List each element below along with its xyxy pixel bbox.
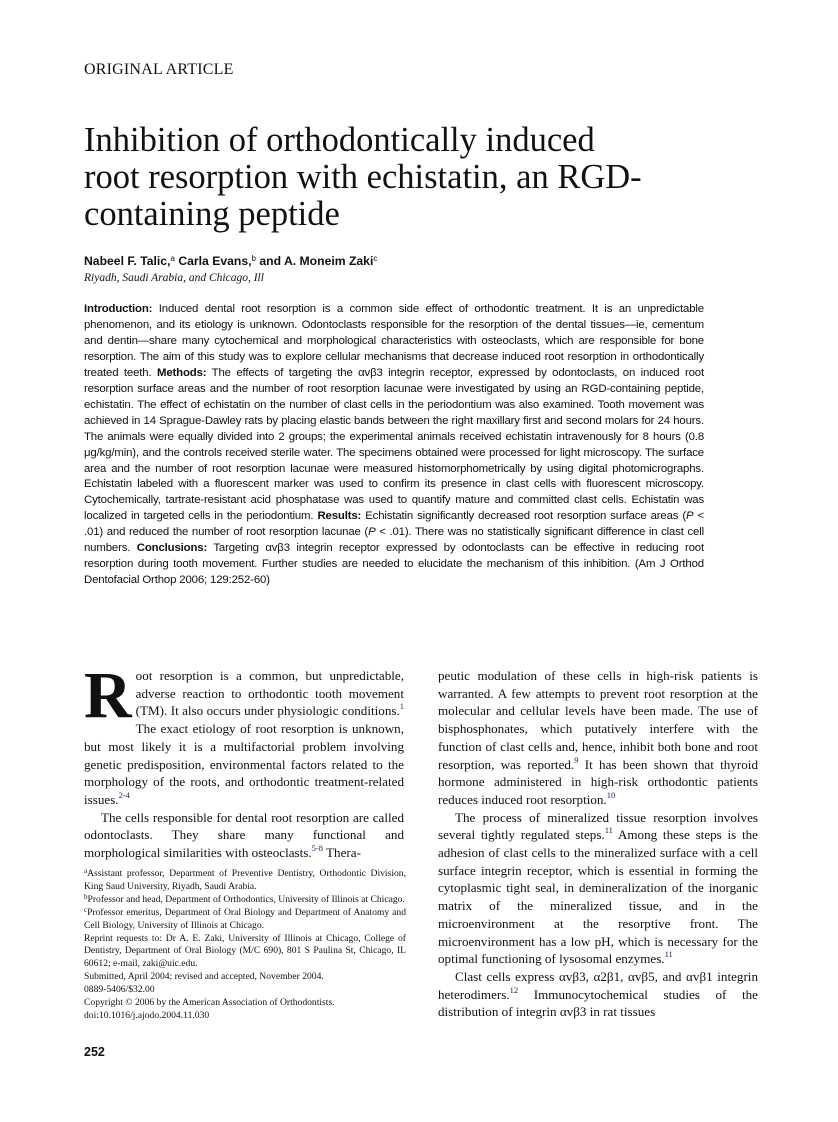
abstract-results-label: Results: [317, 510, 362, 523]
footnote-mark: b [84, 892, 88, 901]
footnote-mark: c [84, 905, 88, 914]
footnotes [84, 868, 406, 1023]
abstract [84, 302, 704, 589]
abstract-conclusions-text: Targeting αvβ3 integrin receptor expressed by odontoclasts can be effective in reducing root resorption during tooth movement. Further studies are needed to elucidate the mechanism of this inhibition. (Am J Orthod Dentofacial Orthop 2006; 129:252-60) [84, 542, 704, 587]
footnote-text: Professor and head, Department of Orthodontics, University of Illinois at Chicago. [87, 893, 405, 905]
abstract-results-text: < .01) and reduced the number of root resorption lacunae ( [84, 510, 704, 539]
paragraph-text: Among these steps is the adhesion of clast cells to the mineralized surface with a cell surface integrin receptor, which is essential in forming the cytoplasmic tight seal, in demineralization of the inorganic matrix of the mineralized tissue, and in the microenvironment at the resorptive front. The microenvironment has a low pH, which is necessary for the optimal functioning of lysosomal enzymes. [438, 827, 758, 967]
page-number: 252 [84, 1045, 105, 1059]
abstract-conclusions-label: Conclusions: [136, 542, 208, 555]
citation-link[interactable]: 9 [574, 754, 579, 765]
body-column-right [438, 667, 758, 1021]
abstract-introduction-text: Induced dental root resorption is a common side effect of orthodontic treatment. It is an unpredictable phenomenon, and its etiology is unknown. Odontoclasts responsible for the resorption of the dental tissues—ie, cementum and dentin—share many cytochemical and morphological characteristics with osteoclasts, which are responsible for bone resorption. The aim of this study was to explore cellular mechanisms that decrease induced root resorption in orthodontically treated teeth. [84, 303, 704, 379]
author-name: Nabeel F. Talic, [84, 254, 171, 268]
author-conjunction: and [259, 254, 282, 268]
footnote-affiliation-c [84, 907, 406, 933]
footnote-affiliation-a [84, 868, 406, 894]
affiliation-mark: a [170, 254, 175, 263]
author-location: Riyadh, Saudi Arabia, and Chicago, Ill [84, 272, 264, 284]
paragraph-text: The process of mineralized tissue resorption involves several tightly regulated steps. [438, 809, 758, 843]
paragraph-text: oot resorption is a common, but unpredictable, adverse reaction to orthodontic tooth movement (TM). It also occurs under physiologic conditions. [135, 668, 404, 719]
body-paragraph [438, 809, 758, 968]
abstract-methods-text: The effects of targeting the αvβ3 integrin receptor, expressed by odontoclasts, on induced root resorption surface areas and the number of root resorption lacunae were investigated by using an RGD-containing peptide, echistatin. The effect of echistatin on the number of clast cells in the periodontium was also examined. Tooth movement was achieved in 14 Sprague-Dawley rats by placing elastic bands between the right maxillary first and second molars for 24 hours. The animals were equally divided into 2 groups; the experimental animals received echistatin intravenously for 8 hours (0.8 μg/kg/min), and the controls received sterile water. The specimens obtained were processed for light microscopy. The surface area and the number of root resorption lacunae were measured histomorphometrically by using digital photomicrographs. Echistatin labeled with a fluorescent marker was used to confirm its presence in clast cells with fluorescent microscopy. Cytochemically, tartrate-resistant acid phosphatase was used to quantify mature and committed clast cells. Echistatin was localized in targeted cells in the periodontium. [84, 366, 705, 523]
p-value-symbol: P [686, 510, 694, 523]
footnote-copyright: Copyright © 2006 by the American Association of Orthodontists. [84, 997, 335, 1009]
paragraph-text: The cells responsible for dental root resorption are called odontoclasts. They share many functional and morphological similarities with osteoclasts. [84, 809, 404, 861]
abstract-results-text: < .01). There was no statistically significant difference in clast cell numbers. [84, 526, 704, 555]
author-list [84, 254, 377, 268]
affiliation-mark: c [373, 254, 378, 263]
body-paragraph [84, 809, 404, 862]
drop-cap: R [84, 659, 132, 732]
body-paragraph [438, 667, 758, 809]
section-label: ORIGINAL ARTICLE [84, 61, 234, 78]
paragraph-text: Immunocytochemical studies of the distribution of integrin αvβ3 in rat tissues [438, 986, 758, 1020]
paragraph-text: It has been shown that thyroid hormone administered in high-risk orthodontic patients reduces induced root resorption. [438, 756, 758, 807]
body-paragraph [438, 968, 758, 1021]
affiliation-mark: b [251, 254, 256, 263]
body-paragraph [84, 659, 404, 809]
paragraph-text: Thera- [323, 845, 361, 861]
abstract-methods-label: Methods: [156, 366, 207, 379]
footnote-affiliation-b [84, 894, 406, 907]
abstract-introduction-label: Introduction: [84, 303, 153, 315]
author-name: Carla Evans, [178, 254, 252, 268]
citation-link[interactable]: 11 [604, 825, 613, 836]
footnote-issn: 0889-5406/$32.00 [84, 984, 155, 996]
footnote-text: Professor emeritus, Department of Oral Biology and Department of Anatomy and Cell Biology, University of Illinois at Chicago. [84, 906, 406, 931]
paragraph-text: The exact etiology of root resorption is unknown, but most likely it is a multifactorial problem involving genetic predisposition, environmental factors related to the morphology of the roots, and orthodontic treatment-related issues. [84, 721, 404, 807]
author-name: A. Moneim Zaki [283, 254, 374, 268]
citation-link[interactable]: 12 [509, 984, 519, 995]
footnote-mark: a [84, 867, 88, 875]
footnote-reprint: Reprint requests to: Dr A. E. Zaki, University of Illinois at Chicago, College of Dentistry, Department of Oral Biology (M/C 690), 801 S Paulina St, Chicago, IL 60612; e-mail, zaki@uic.edu. [84, 932, 406, 970]
paragraph-text: peutic modulation of these cells in high-risk patients is warranted. A few attempts to prevent root resorption at the molecular and cellular levels have been made. The use of bisphosphonates, which putatively interfere with the function of clast cells and, hence, inhibit both bone and root resorption, was reported. [438, 668, 758, 772]
citation-link[interactable]: 10 [606, 789, 616, 800]
paragraph-text: Clast cells express αvβ3, α2β1, αvβ5, and αvβ1 integrin heterodimers. [438, 968, 758, 1002]
body-column-left [84, 659, 404, 862]
citation-link[interactable]: 2-4 [118, 789, 130, 800]
citation-link[interactable]: 1 [399, 701, 404, 712]
footnote-doi[interactable]: doi:10.1016/j.ajodo.2004.11.030 [84, 1009, 210, 1021]
citation-link[interactable]: 11 [664, 949, 673, 960]
article-title: Inhibition of orthodontically induced root resorption with echistatin, an RGD-containing peptide [84, 121, 642, 233]
footnote-text: Assistant professor, Department of Preventive Dentistry, Orthodontic Division, King Saud University, Riyadh, Saudi Arabia. [84, 868, 406, 892]
footnote-submitted: Submitted, April 2004; revised and accepted, November 2004. [84, 971, 324, 983]
citation-link[interactable]: 5-8 [311, 843, 323, 854]
p-value-symbol: P [368, 526, 376, 539]
abstract-results-text: Echistatin significantly decreased root resorption surface areas ( [361, 510, 686, 523]
